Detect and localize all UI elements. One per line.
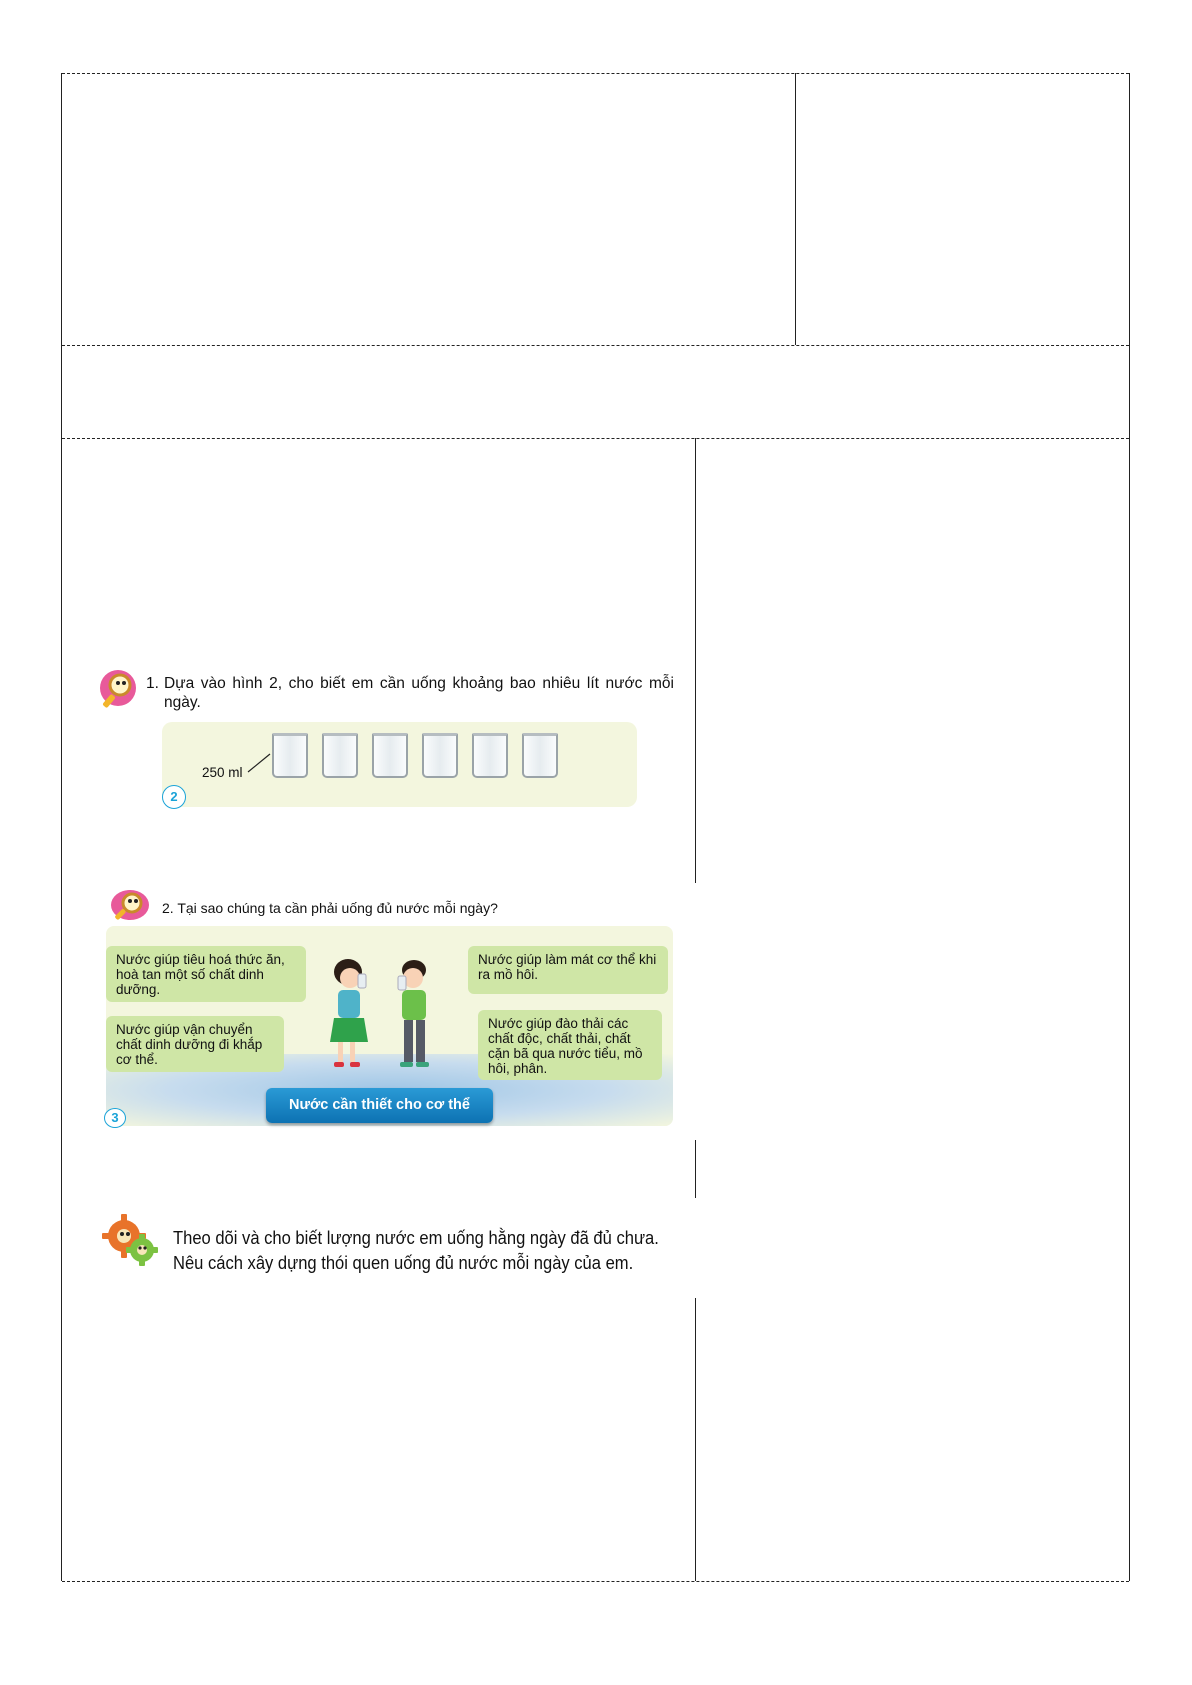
glass-label: 250 ml [202,765,243,780]
bubble-excretion: Nước giúp đào thải các chất độc, chất thải, chất cặn bã qua nước tiểu, mồ hôi, phân. [478,1010,662,1080]
figure-3-banner: Nước cần thiết cho cơ thể [266,1088,493,1123]
glass-label-pointer [246,752,272,774]
gears-icon [102,1212,162,1266]
border-row1 [62,345,1129,346]
border-top [62,73,1129,74]
activity-2-question: 2. Tại sao chúng ta cần phải uống đủ nước mỗi ngày? [162,900,498,916]
border-mid-c [695,1298,696,1581]
figure-3-badge: 3 [104,1108,126,1128]
border-row2 [62,438,1129,439]
apply-line-1: Theo dõi và cho biết lượng nước em uống hằng ngày đã đủ chưa. [173,1228,659,1248]
apply-line-2: Nêu cách xây dựng thói quen uống đủ nước mỗi ngày của em. [173,1253,634,1273]
bubble-digestion: Nước giúp tiêu hoá thức ăn, hoà tan một số chất dinh dưỡng. [106,946,306,1002]
water-glass [422,733,458,778]
water-glass [372,733,408,778]
border-mid-a [695,438,696,883]
magnifier-icon [98,668,142,712]
border-right [1129,73,1130,1581]
water-glass [272,733,308,778]
water-glass [322,733,358,778]
border-bottom [62,1581,1129,1582]
bubble-transport: Nước giúp vận chuyển chất dinh dưỡng đi khắp cơ thể. [106,1016,284,1072]
children-drinking-illustration [318,958,448,1078]
magnifier-icon-2 [110,888,152,922]
water-glass [522,733,558,778]
border-mid-b [695,1140,696,1198]
figure-2-badge: 2 [162,785,186,809]
border-mid-top [795,73,796,345]
bubble-cooling: Nước giúp làm mát cơ thể khi ra mồ hôi. [468,946,668,994]
water-glass [472,733,508,778]
activity-1-number: 1. [146,675,159,692]
border-left [61,73,62,1581]
activity-1-question: Dựa vào hình 2, cho biết em cần uống khoảng bao nhiêu lít nước mỗi ngày. [164,675,674,711]
